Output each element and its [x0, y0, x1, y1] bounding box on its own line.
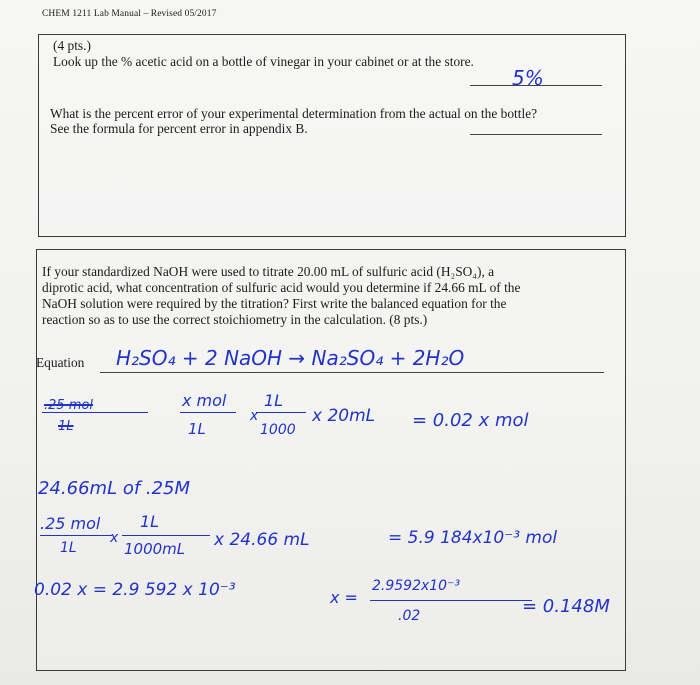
hw-c3-result: = 0.148M: [522, 596, 610, 617]
hw-c3-frac-den: .02: [398, 608, 421, 624]
q3-line3: NaOH solution were required by the titration? First write the balanced equation for the: [42, 296, 507, 311]
hw-c2-frac2-num: 1L: [140, 512, 160, 531]
hw-struck-den: 1L: [58, 419, 74, 434]
equation-label: Equation: [36, 355, 85, 370]
hw-c1-frac2-den: 1000: [260, 422, 296, 438]
hw-c3-xeq: x =: [330, 588, 358, 607]
hw-c2-mult: x 24.66 mL: [214, 530, 310, 550]
q1-prompt: Look up the % acetic acid on a bottle of vinegar in your cabinet or at the store.: [53, 54, 474, 69]
q3-line1-text: If your standardized NaOH were used to titrate 20.00 mL of sulfuric acid (H₂SO₄), a: [42, 264, 495, 279]
hw-c2-frac1-num: .25 mol: [40, 514, 101, 533]
hw-c2-frac1-den: 1L: [60, 540, 77, 556]
q3-line1: [42, 264, 494, 279]
hw-c3-frac-num: 2.9592x10⁻³: [372, 578, 461, 594]
hw-c2-frac2-den: 1000mL: [124, 540, 186, 558]
q2-line1: What is the percent error of your experimental determination from the actual on the bottle?: [50, 106, 538, 121]
hw-c1-frac1-bar: [180, 412, 236, 413]
hw-c2-frac2-bar: [122, 535, 210, 536]
hw-c1-mult: x 20mL: [312, 406, 376, 426]
page-header: CHEM 1211 Lab Manual – Revised 05/2017: [42, 9, 217, 19]
hw-c1-frac1-num: x mol: [182, 391, 227, 410]
hw-c1-x: x: [250, 408, 259, 424]
hw-c3-frac-bar: [370, 600, 532, 601]
hw-line2: 24.66mL of .25M: [38, 478, 191, 499]
hw-c2-frac1-bar: [40, 535, 112, 536]
hw-c3-left: 0.02 x = 2.9 592 x 10⁻³: [34, 580, 236, 600]
hw-equation: H₂SO₄ + 2 NaOH → Na₂SO₄ + 2H₂O: [116, 346, 465, 370]
q3-line2: diprotic acid, what concentration of sulfuric acid would you determine if 24.66 mL of the: [42, 280, 521, 295]
hw-c1-frac2-bar: [256, 412, 306, 413]
hw-c2-x: x: [110, 530, 119, 546]
hw-struck-rule: [42, 412, 148, 413]
q2-answer-line: [470, 134, 602, 135]
equation-line: [100, 372, 604, 373]
hw-c1-result: = 0.02 x mol: [412, 410, 529, 431]
q2-line2: See the formula for percent error in appendix B.: [50, 121, 308, 136]
hw-c2-result: = 5.9 184x10⁻³ mol: [388, 528, 558, 548]
q3-line4: reaction so as to use the correct stoichiometry in the calculation. (8 pts.): [42, 312, 428, 327]
hw-c1-frac1-den: 1L: [188, 420, 206, 438]
q1-points: (4 pts.): [53, 38, 91, 53]
q1-answer: 5%: [512, 66, 544, 90]
hw-c1-frac2-num: 1L: [264, 391, 284, 410]
hw-struck-num: .25 mol: [44, 398, 94, 413]
